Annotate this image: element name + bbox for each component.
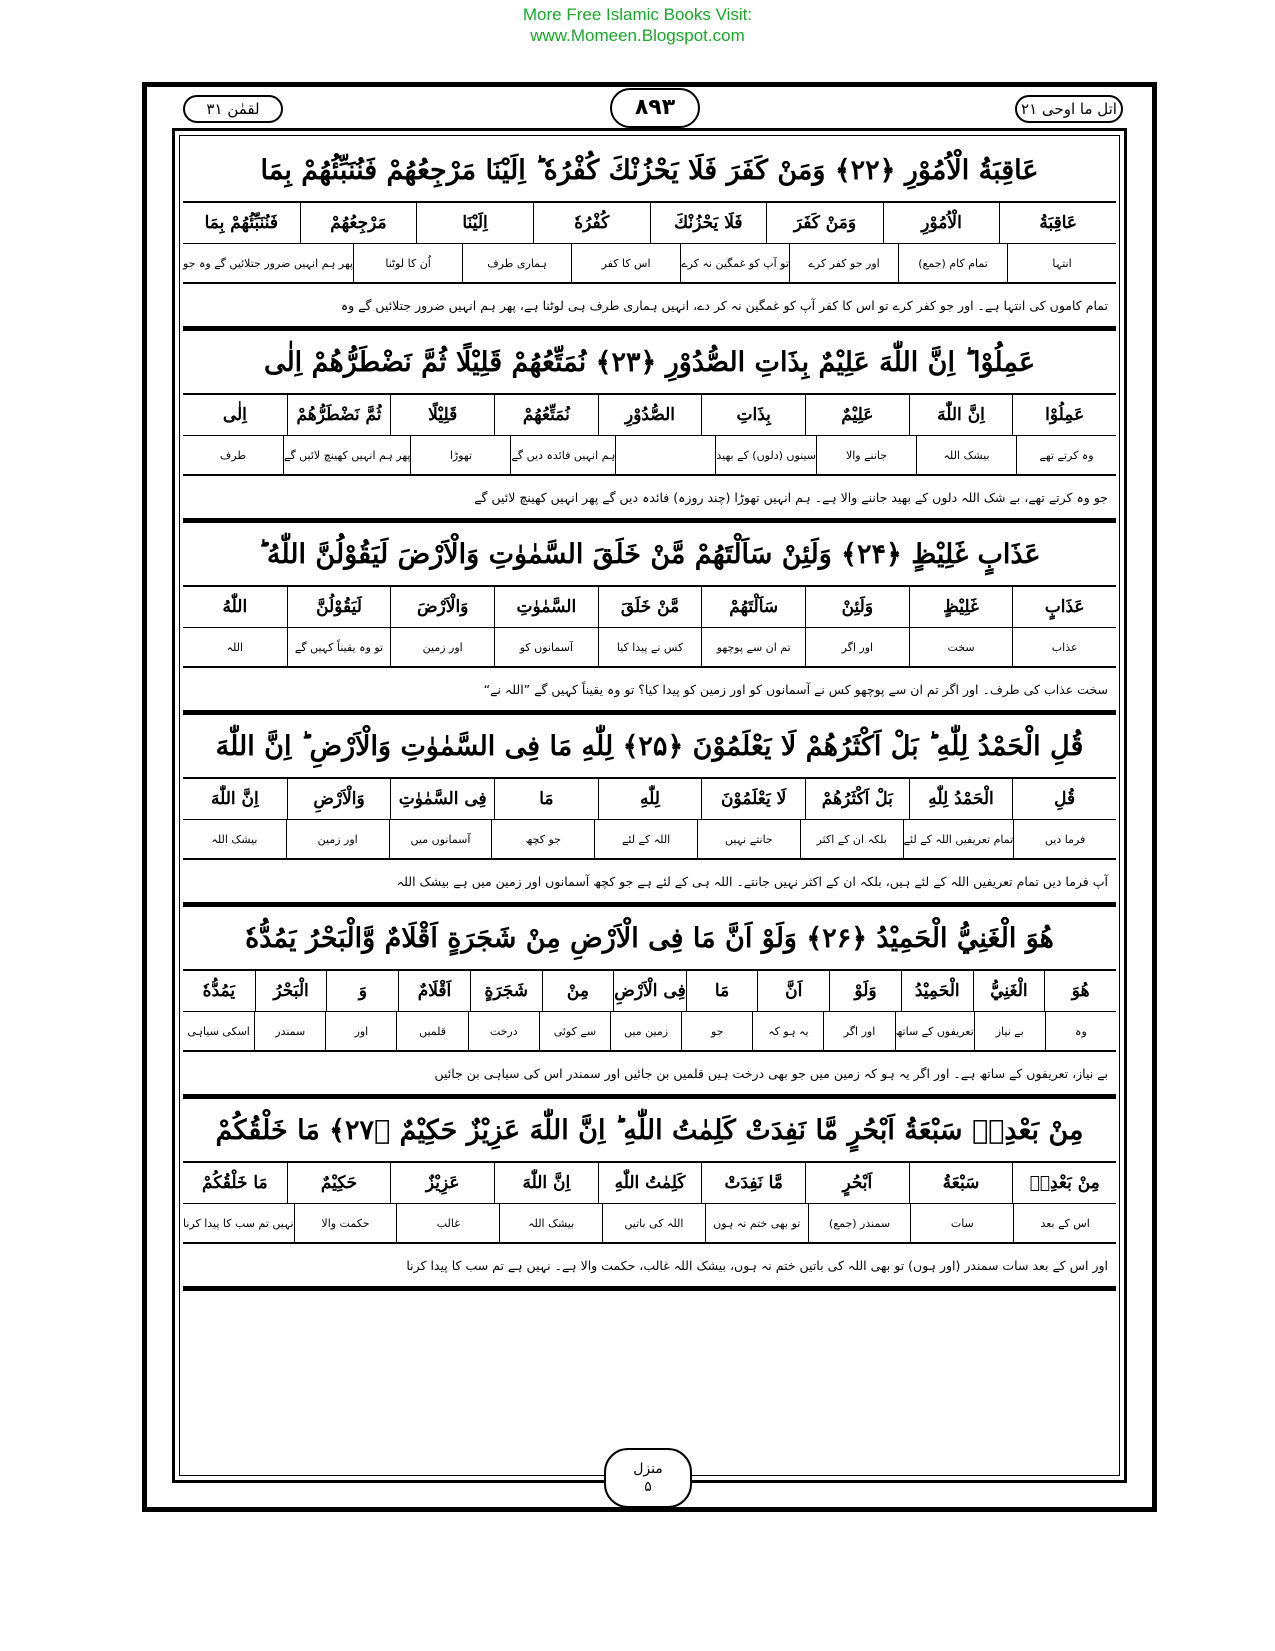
urdu-meaning-cell: عذاب [1012, 628, 1116, 668]
word-row [183, 1163, 1116, 1204]
arabic-word-cell: وَلَئِنْ [805, 587, 909, 628]
arabic-word-cell: بِذَاتِ [701, 395, 805, 436]
arabic-verse-line: عَمِلُوْا ؕ اِنَّ اللّٰهَ عَلِيْمٌ بِذَاتِ الصُّدُوْرِ ﴿۲۳﴾ نُمَتِّعُهُمْ قَلِيْلًا ثُمَّ نَضْطَرُّهُمْ اِلٰى [183, 331, 1116, 395]
arabic-word-cell: الْغَنِيُّ [973, 971, 1045, 1012]
urdu-meaning-cell [615, 436, 715, 476]
urdu-meaning-cell: غالب [396, 1204, 499, 1244]
arabic-word-cell: الْاُمُوْرِ [883, 203, 1000, 244]
urdu-meaning-cell: زمین میں [610, 1012, 681, 1052]
urdu-meaning-cell: اور اگر [823, 1012, 894, 1052]
urdu-meaning-cell: اللہ [183, 628, 287, 668]
verse-block [183, 907, 1116, 1099]
verse-block [183, 715, 1116, 907]
arabic-word-cell: الصُّدُوْرِ [598, 395, 702, 436]
arabic-word-cell: اَنَّ [757, 971, 829, 1012]
arabic-word-cell: مِنْ [542, 971, 614, 1012]
urdu-translation: آپ فرما دیں تمام تعریفیں اللہ کے لئے ہیں، بلکہ ان کے اکثر نہیں جانتے۔ اللہ ہی کے لئے ہے جو کچھ آسمانوں اور زمین میں ہے بیشک اللہ [183, 860, 1116, 905]
urdu-translation: بے نیاز، تعریفوں کے ساتھ ہے۔ اور اگر یہ ہو کہ زمین میں جو بھی درخت ہیں قلمیں بن جائیں اور سمندر اس کی سیاہی بن جائیں [183, 1052, 1116, 1097]
arabic-verse-line: عَاقِبَةُ الْاُمُوْرِ ﴿۲۲﴾ وَمَنْ كَفَرَ فَلَا يَحْزُنْكَ كُفْرُهٗ ؕ اِلَيْنَا مَرْجِعُهُمْ فَنُنَبِّئُهُمْ بِمَا [183, 139, 1116, 203]
arabic-word-cell: كَلِمٰتُ اللّٰهِ [598, 1163, 702, 1204]
manzil-badge [604, 1448, 692, 1508]
word-row [183, 587, 1116, 628]
urdu-meaning-cell: تمام کام (جمع) [898, 244, 1007, 284]
arabic-word-cell: وَلَوْ [829, 971, 901, 1012]
arabic-word-cell: فِى السَّمٰوٰتِ [390, 779, 494, 820]
arabic-word-cell: مَا خَلْقُكُمْ [183, 1163, 287, 1204]
urdu-meaning-cell: نہیں تم سب کا پیدا کرنا [183, 1204, 294, 1244]
urdu-meaning-cell: تو وہ یقیناً کہیں گے [287, 628, 391, 668]
arabic-word-cell: وَ [326, 971, 398, 1012]
urdu-meaning-cell: بیشک اللہ [499, 1204, 602, 1244]
arabic-word-cell: فَنُنَبِّئُهُمْ بِمَا [183, 203, 300, 244]
arabic-word-cell: اَبْحُرٍ [805, 1163, 909, 1204]
arabic-word-cell: اللّٰهُ [183, 587, 287, 628]
meaning-row [183, 820, 1116, 860]
arabic-word-cell: لَيَقُوْلُنَّ [287, 587, 391, 628]
urdu-meaning-cell: اور زمین [286, 820, 389, 860]
arabic-word-cell: مَا [494, 779, 598, 820]
urdu-meaning-cell: انتہا [1007, 244, 1116, 284]
arabic-word-cell: حَكِيْمٌ [287, 1163, 391, 1204]
urdu-translation: اور اس کے بعد سات سمندر (اور ہوں) تو بھی اللہ کی باتیں ختم نہ ہوں، بیشک اللہ غالب، حکمت والا ہے۔ نہیں ہے تم سب کا پیدا کرنا [183, 1244, 1116, 1289]
arabic-word-cell: مَّنْ خَلَقَ [598, 587, 702, 628]
arabic-word-cell: يَمُدُّهٗ [183, 971, 255, 1012]
page-content [183, 139, 1116, 1291]
meaning-row [183, 1204, 1116, 1244]
urdu-translation: تمام کاموں کی انتہا ہے۔ اور جو کفر کرے تو اس کا کفر آپ کو غمگین نہ کر دے، انہیں ہماری طرف ہی لوٹنا ہے، پھر ہم انہیں ضرور جتلائیں گے وہ [183, 284, 1116, 329]
arabic-word-cell: مَا [686, 971, 758, 1012]
meaning-row [183, 1012, 1116, 1052]
arabic-word-cell: هُوَ [1044, 971, 1116, 1012]
urdu-meaning-cell: جو کچھ [491, 820, 594, 860]
arabic-word-cell: مَرْجِعُهُمْ [300, 203, 417, 244]
urdu-meaning-cell: تم ان سے پوچھو [701, 628, 805, 668]
arabic-word-cell: فِى الْاَرْضِ [613, 971, 685, 1012]
urdu-meaning-cell: قلمیں [396, 1012, 467, 1052]
arabic-word-cell: بَلْ اَكْثَرُهُمْ [805, 779, 909, 820]
urdu-meaning-cell: اور جو کفر کرے [789, 244, 898, 284]
promo-banner [0, 4, 1275, 46]
urdu-meaning-cell: بے نیاز [974, 1012, 1045, 1052]
arabic-word-cell: عَلِيْمٌ [805, 395, 909, 436]
page-number: ۸۹۳ [610, 88, 700, 128]
juz-title: اتل ما اوحی ۲۱ [1015, 95, 1123, 123]
arabic-word-cell: لِلّٰهِ [598, 779, 702, 820]
urdu-meaning-cell: اللہ کی باتیں [602, 1204, 705, 1244]
urdu-meaning-cell: وہ کرتے تھے [1016, 436, 1116, 476]
arabic-word-cell: عَزِيْزٌ [390, 1163, 494, 1204]
urdu-meaning-cell: آسمانوں میں [389, 820, 492, 860]
urdu-meaning-cell: سینوں (دلوں) کے بھید [715, 436, 816, 476]
surah-title: لقمٰن ۳۱ [183, 95, 283, 123]
urdu-meaning-cell: تمام تعریفیں اللہ کے لئے [903, 820, 1014, 860]
arabic-word-cell: اِلٰى [183, 395, 287, 436]
urdu-meaning-cell: ہماری طرف [462, 244, 571, 284]
urdu-meaning-cell: اور زمین [390, 628, 494, 668]
urdu-meaning-cell: اس کے بعد [1013, 1204, 1116, 1244]
urdu-translation: جو وہ کرتے تھے، بے شک اللہ دلوں کے بھید جاننے والا ہے۔ ہم انہیں تھوڑا (چند روزہ) فائدہ دیں گے پھر انہیں کھینچ لائیں گے [183, 476, 1116, 521]
urdu-meaning-cell: بیشک اللہ [183, 820, 286, 860]
urdu-translation: سخت عذاب کی طرف۔ اور اگر تم ان سے پوچھو کس نے آسمانوں کو اور زمین کو پیدا کیا؟ تو وہ یقیناً کہیں گے ”اللہ نے“ [183, 668, 1116, 713]
verse-block [183, 523, 1116, 715]
arabic-word-cell: السَّمٰوٰتِ [494, 587, 598, 628]
urdu-meaning-cell: اسکی سیاہی [183, 1012, 254, 1052]
arabic-word-cell: اَقْلَامٌ [398, 971, 470, 1012]
urdu-meaning-cell: جاننے والا [816, 436, 916, 476]
arabic-word-cell: الْحَمْدُ لِلّٰهِ [909, 779, 1013, 820]
verse-block [183, 139, 1116, 331]
arabic-word-cell: فَلَا يَحْزُنْكَ [650, 203, 767, 244]
urdu-meaning-cell: وہ [1045, 1012, 1116, 1052]
word-row [183, 395, 1116, 436]
urdu-meaning-cell: طرف [183, 436, 283, 476]
urdu-meaning-cell: فرما دیں [1013, 820, 1116, 860]
arabic-word-cell: اِنَّ اللّٰهَ [494, 1163, 598, 1204]
arabic-word-cell: مَّا نَفِدَتْ [701, 1163, 805, 1204]
arabic-word-cell: كُفْرُهٗ [533, 203, 650, 244]
arabic-word-cell: ثُمَّ نَضْطَرُّهُمْ [287, 395, 391, 436]
urdu-meaning-cell: سے کوئی [539, 1012, 610, 1052]
urdu-meaning-cell: یہ ہو کہ [752, 1012, 823, 1052]
manzil-number: ۵ [644, 1479, 652, 1495]
urdu-meaning-cell: ہم انہیں فائدہ دیں گے [510, 436, 615, 476]
promo-link[interactable]: www.Momeen.Blogspot.com [530, 26, 745, 45]
arabic-word-cell: وَمَنْ كَفَرَ [766, 203, 883, 244]
arabic-word-cell: وَالْاَرْضِ [287, 779, 391, 820]
arabic-word-cell: اِنَّ اللّٰهَ [909, 395, 1013, 436]
arabic-word-cell: الْحَمِيْدُ [901, 971, 973, 1012]
urdu-meaning-cell: جانتے نہیں [697, 820, 800, 860]
urdu-meaning-cell: سخت [909, 628, 1013, 668]
arabic-word-cell: عَاقِبَةُ [999, 203, 1116, 244]
urdu-meaning-cell: اور [325, 1012, 396, 1052]
arabic-word-cell: قَلِيْلًا [390, 395, 494, 436]
meaning-row [183, 628, 1116, 668]
arabic-verse-line: مِنْ بَعْدِهٖ سَبْعَةُ اَبْحُرٍ مَّا نَفِدَتْ كَلِمٰتُ اللّٰهِ ؕ اِنَّ اللّٰهَ عَزِيْزٌ حَكِيْمٌ ﴿۲۷﴾ مَا خَلْقُكُمْ [183, 1099, 1116, 1163]
arabic-word-cell: لَا يَعْلَمُوْنَ [701, 779, 805, 820]
urdu-meaning-cell: درخت [468, 1012, 539, 1052]
arabic-word-cell: شَجَرَةٍ [470, 971, 542, 1012]
urdu-meaning-cell: سمندر [254, 1012, 325, 1052]
urdu-meaning-cell: آسمانوں کو [494, 628, 598, 668]
promo-line-1: More Free Islamic Books Visit: [522, 5, 753, 24]
urdu-meaning-cell: تو بھی ختم نہ ہوں [705, 1204, 808, 1244]
arabic-word-cell: غَلِيْظٍ [909, 587, 1013, 628]
urdu-meaning-cell: بلکہ ان کے اکثر [800, 820, 903, 860]
arabic-word-cell: مِنْ بَعْدِهٖ [1012, 1163, 1116, 1204]
arabic-word-cell: نُمَتِّعُهُمْ [494, 395, 598, 436]
manzil-label: منزل [633, 1461, 663, 1477]
urdu-meaning-cell: اللہ کے لئے [594, 820, 697, 860]
arabic-word-cell: عَذَابٍ [1012, 587, 1116, 628]
urdu-meaning-cell: بیشک اللہ [916, 436, 1016, 476]
arabic-word-cell: عَمِلُوْا [1012, 395, 1116, 436]
arabic-verse-line: قُلِ الْحَمْدُ لِلّٰهِ ؕ بَلْ اَكْثَرُهُمْ لَا يَعْلَمُوْنَ ﴿۲۵﴾ لِلّٰهِ مَا فِى السَّمٰوٰتِ وَالْاَرْضِ ؕ اِنَّ اللّٰهَ [183, 715, 1116, 779]
meaning-row [183, 436, 1116, 476]
urdu-meaning-cell: اور اگر [805, 628, 909, 668]
urdu-meaning-cell: تو آپ کو غمگین نہ کرے [680, 244, 789, 284]
arabic-verse-line: هُوَ الْغَنِيُّ الْحَمِيْدُ ﴿۲۶﴾ وَلَوْ اَنَّ مَا فِى الْاَرْضِ مِنْ شَجَرَةٍ اَقْلَامٌ وَّالْبَحْرُ يَمُدُّهٗ [183, 907, 1116, 971]
arabic-verse-line: عَذَابٍ غَلِيْظٍ ﴿۲۴﴾ وَلَئِنْ سَاَلْتَهُمْ مَّنْ خَلَقَ السَّمٰوٰتِ وَالْاَرْضَ لَيَقُوْلُنَّ اللّٰهُ ؕ [183, 523, 1116, 587]
arabic-word-cell: اِنَّ اللّٰهَ [183, 779, 287, 820]
urdu-meaning-cell: پھر ہم انہیں ضرور جتلائیں گے وہ جو [183, 244, 353, 284]
urdu-meaning-cell: تعریفوں کے ساتھ [895, 1012, 974, 1052]
arabic-word-cell: قُلِ [1012, 779, 1116, 820]
arabic-word-cell: سَبْعَةُ [909, 1163, 1013, 1204]
urdu-meaning-cell: سات [910, 1204, 1013, 1244]
arabic-word-cell: سَاَلْتَهُمْ [701, 587, 805, 628]
verse-block [183, 331, 1116, 523]
urdu-meaning-cell: جو [681, 1012, 752, 1052]
meaning-row [183, 244, 1116, 284]
urdu-meaning-cell: سمندر (جمع) [808, 1204, 911, 1244]
urdu-meaning-cell: کس نے پیدا کیا [598, 628, 702, 668]
urdu-meaning-cell: اُن کا لوٹنا [353, 244, 462, 284]
urdu-meaning-cell: حکمت والا [294, 1204, 397, 1244]
word-row [183, 971, 1116, 1012]
arabic-word-cell: اِلَيْنَا [416, 203, 533, 244]
urdu-meaning-cell: پھر ہم انہیں کھینچ لائیں گے [283, 436, 410, 476]
word-row [183, 779, 1116, 820]
word-row [183, 203, 1116, 244]
urdu-meaning-cell: تھوڑا [410, 436, 510, 476]
arabic-word-cell: وَالْاَرْضَ [390, 587, 494, 628]
urdu-meaning-cell: اس کا کفر [571, 244, 680, 284]
arabic-word-cell: الْبَحْرُ [255, 971, 327, 1012]
verse-block [183, 1099, 1116, 1291]
